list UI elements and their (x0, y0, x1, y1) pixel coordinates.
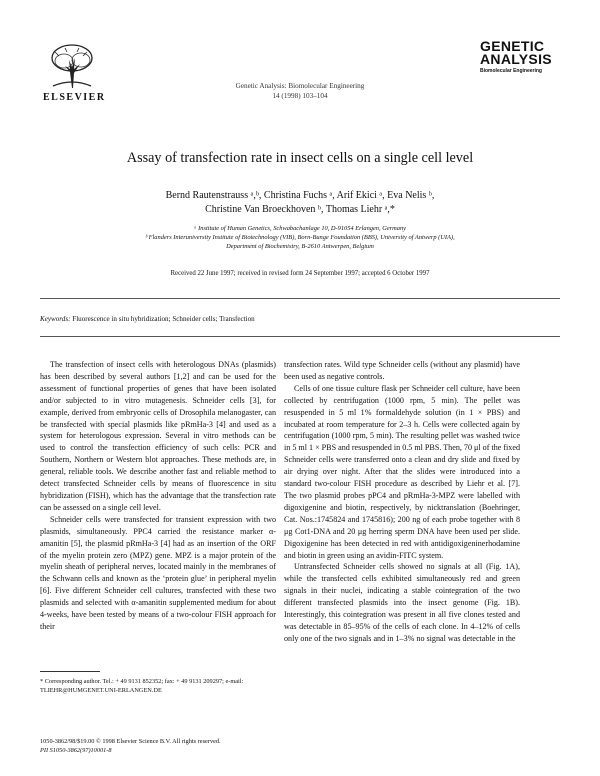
copyright-line: 1050-3862/98/$19.00 © 1998 Elsevier Science B.V. All rights reserved. (40, 738, 221, 745)
article-title: Assay of transfection rate in insect cells on a single cell level (126, 150, 474, 166)
paragraph: The transfection of insect cells with heterologous DNAs (plasmids) has been described by several authors [1,2] and can be used for the assessment of functional properties of genes that have been isolated and/or subjected to in vitro mutagenesis. Schneider cells [3], for example, derived from embryonic cells of Drosophila melanogaster, can be transfected with special plasmids like pRmHa-3 [4] and used as a system for heterologous expression. Several in vitro methods can be used to control the transfection efficiency of such cells: PCR and Southern, Northern or Western blot approaches. These methods are, in general, reliable tools. We describe another fast and reliable method to detect transfected Schneider cells by means of fluorescence in situ hybridization (FISH), which has the advantage that the transfection rate can be assessed on a single cell level. (40, 360, 276, 512)
authors-line1: Bernd Rautenstrauss ᵃ,ᵇ, Christina Fuchs ᵃ, Arif Ekici ᵃ, Eva Nelis ᵇ, (165, 190, 435, 201)
author-list (0, 189, 600, 217)
pii-line: PII S1050-3862(97)10001-8 (40, 747, 112, 754)
publisher-name: ELSEVIER (43, 92, 106, 103)
brand-line2: ANALYSIS (480, 51, 552, 67)
received-dates: Received 22 June 1997; received in revised form 24 September 1997; accepted 6 October 1997 (170, 270, 430, 277)
keywords-label: Keywords: (40, 315, 71, 323)
genetic-analysis-logo (480, 40, 580, 74)
authors-line2: Christine Van Broeckhoven ᵇ, Thomas Liehr ᵃ,* (205, 204, 395, 215)
paragraph: Untransfected Schneider cells showed no signals at all (Fig. 1A), while the transfected cells exhibited simultaneously red and green signals in their nuclei, indicating a stable cointegration of the two different transfected plasmids into the insect genome (Fig. 1B). Interestingly, this cointegration was present in all five clones tested and was detectable in 85–95% of the cells of each clone. In 4–12% of cells only one of the two signals and in 1–3% no signal was detectable in the (284, 562, 520, 643)
copyright-block (40, 737, 340, 755)
body-column-right (284, 359, 520, 645)
journal-header (0, 81, 600, 101)
affiliation-b-line1: ᵇ Flanders Interuniversity Institute of Biotechnology (VIB), Born-Bunge Foundation (BBS), University of Antwerp (UIA), (145, 234, 455, 241)
paragraph: transfection rates. Wild type Schneider cells (without any plasmid) have been used as negative controls. (284, 360, 520, 381)
divider-bottom (40, 336, 560, 337)
keywords (40, 315, 255, 323)
paragraph: Cells of one tissue culture flask per Schneider cell culture, have been collected by centrifugation (1000 rpm, 5 min). The pellet was resuspended in 5 ml 1% formaldehyde solution (in 1 × PBS) and incubated at room temperature for 2–3 h. Cells were collected again by centrifugation (1000 rpm, 5 min). The resulting pellet was washed twice in 5 ml 1 × PBS and resuspended in 0.5 ml PBS. Then, 70 μl of the fixed Schneider cells were transferred onto a clean and dry slide and fixed by air drying over night. After that the slides were introduced into a standard two-colour FISH procedure as described by Liehr et al. [7]. The two plasmid probes pPC4 and pRmHa-3-MPZ were labelled with digoxigenine and biotin, respectively, by nicktranslation (Boehringer, Cat. Nos.:1745824 and 1745816); 200 ng of each probe together with 8 μg Cot1-DNA and 20 μg herring sperm DNA have been used per slide. Digoxigenine has been detected in red with antidigoxigeninerhodamine and biotin in green using an avidin-FITC system. (284, 383, 520, 560)
affiliation-a: ᵃ Institute of Human Genetics, Schwabachanlage 10, D-91054 Erlangen, Germany (194, 225, 406, 232)
journal-issue: 14 (1998) 103–104 (272, 92, 328, 100)
paragraph: Schneider cells were transfected for transient expression with two plasmids, simultaneously. PPC4 carried the resistance marker α-amanitin [5], the plasmid pRmHa-3 [4] had as an insertion of the ORF of the myelin protein zero (MPZ) gene. MPZ is a major protein of the myelin sheath of peripheral nerves, located mainly in the membranes of the Schwann cells and known as the ‘protein glue’ in peripheral myelin [6]. Five different Schneider cell cultures, transfected with these two plasmids and selected with α-amanitin supplemented medium for about 4-weeks, have been tested by means of a two-colour FISH approach for their (40, 514, 276, 631)
brand-subtitle: Biomolecular Engineering (480, 68, 542, 74)
keywords-text: Fluorescence in situ hybridization; Schneider cells; Transfection (72, 315, 255, 323)
footnote-rule (40, 671, 100, 672)
divider-top (40, 298, 560, 299)
body-column-left (40, 359, 276, 633)
journal-name: Genetic Analysis: Biomolecular Engineering (235, 82, 365, 90)
affiliation-b-line2: Department of Biochemistry, B-2610 Antwerpen, Belgium (226, 243, 374, 250)
corresponding-author-footnote: * Corresponding author. Tel.: + 49 9131 852352; fax: + 49 9131 209297; e-mail: TLIEHR@HUMGENET.UNI-ERLANGEN.DE (40, 678, 244, 694)
affiliations (0, 224, 600, 251)
brand-line1: GENETIC (480, 38, 545, 54)
